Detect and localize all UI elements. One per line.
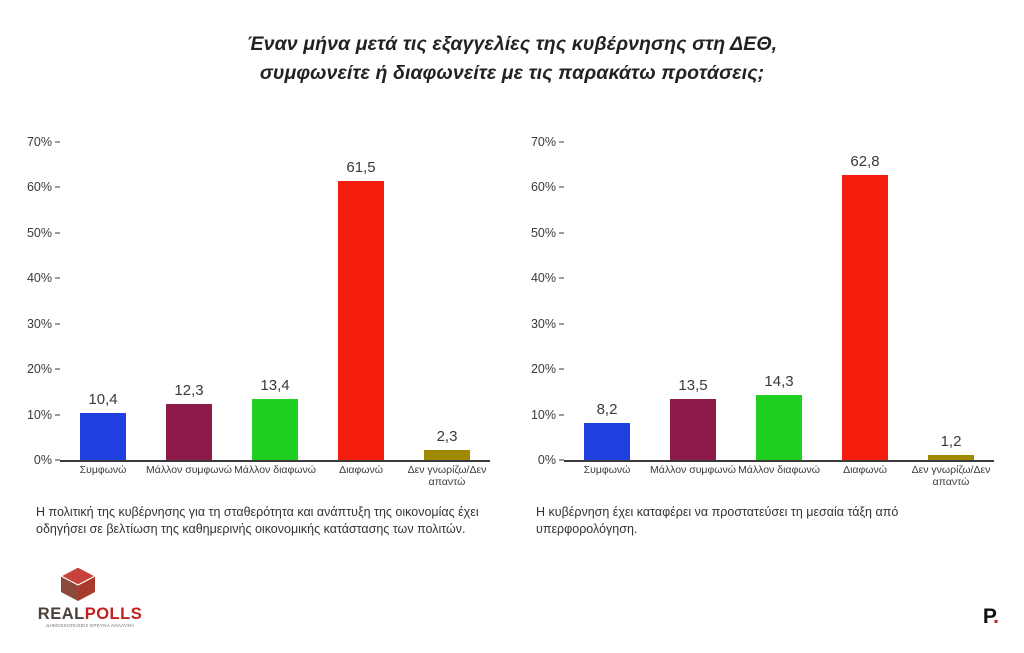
chart-panel-right [512, 128, 1004, 548]
bar-group [60, 142, 146, 460]
bar [424, 450, 470, 460]
category-labels-left [60, 464, 490, 504]
category-label: Μάλλον συμφωνώ [146, 464, 232, 476]
bar-group [564, 142, 650, 460]
y-tick-label: 30% [530, 316, 556, 331]
y-tick-label: 50% [530, 225, 556, 240]
y-tick-label: 10% [26, 407, 52, 422]
corner-logo-letter: P [982, 605, 994, 628]
bar-value-label: 61,5 [346, 158, 376, 176]
realpolls-tagline: ΔΗΜΟΣΚΟΠΗΣΕΙΣ ΕΡΕΥΝΑ ΑΝΑΛΥΣΗ [46, 623, 134, 628]
corner-logo-dot: . [993, 605, 998, 628]
category-label: Δεν γνωρίζω/Δεν απαντώ [911, 464, 991, 488]
category-label: Διαφωνώ [843, 464, 887, 476]
corner-logo [983, 605, 998, 629]
bar [338, 181, 384, 460]
bar-value-label: 1,2 [940, 432, 962, 450]
category-labels-right [564, 464, 994, 504]
bar-group [650, 142, 736, 460]
category-label: Μάλλον διαφωνώ [738, 464, 820, 476]
chart-panel-left [8, 128, 500, 548]
category-label: Μάλλον διαφωνώ [234, 464, 316, 476]
y-tick-label: 70% [26, 135, 52, 149]
realpolls-wordmark [30, 605, 150, 624]
category-label: Συμφωνώ [583, 464, 631, 476]
category-label: Δεν γνωρίζω/Δεν απαντώ [407, 464, 487, 488]
page-title [0, 30, 1024, 88]
bar [842, 175, 888, 460]
y-tick-label: 60% [530, 180, 556, 195]
title-line-2: συμφωνείτε ή διαφωνείτε με τις παρακάτω προτάσεις; [259, 62, 765, 84]
bar [80, 413, 126, 460]
title-line-1: Έναν μήνα μετά τις εξαγγελίες της κυβέρνησης στη ΔΕΘ, [246, 33, 778, 55]
bar-value-label: 13,5 [678, 376, 708, 394]
y-axis-left [8, 128, 58, 476]
bar-group [736, 142, 822, 460]
cube-icon [58, 565, 98, 603]
x-axis-line-left [60, 460, 490, 462]
bar-group [146, 142, 232, 460]
bar-value-label: 10,4 [88, 390, 118, 408]
bar-group [232, 142, 318, 460]
logo-polls-text: POLLS [84, 605, 143, 623]
y-tick-label: 0% [33, 453, 52, 467]
y-tick-label: 40% [530, 271, 556, 286]
bars-left [60, 142, 490, 460]
bar [756, 395, 802, 460]
bar-value-label: 12,3 [174, 382, 204, 400]
logo-real-text: REAL [37, 605, 85, 623]
y-tick-label: 60% [26, 180, 52, 195]
y-tick-label: 10% [530, 407, 556, 422]
category-label: Μάλλον συμφωνώ [650, 464, 736, 476]
bar-group [908, 142, 994, 460]
y-tick-label: 20% [530, 362, 556, 377]
chart-caption-right: Η κυβέρνηση έχει καταφέρει να προστατεύσει τη μεσαία τάξη από υπερφορολόγηση. [536, 505, 899, 536]
y-tick-label: 40% [26, 271, 52, 286]
bar-value-label: 13,4 [260, 377, 290, 395]
bar-group [404, 142, 490, 460]
charts-row [0, 128, 1024, 548]
category-label: Συμφωνώ [79, 464, 127, 476]
bars-right [564, 142, 994, 460]
category-label: Διαφωνώ [339, 464, 383, 476]
bar-value-label: 14,3 [764, 373, 794, 391]
bar-value-label: 8,2 [596, 400, 618, 418]
y-tick-label: 30% [26, 316, 52, 331]
y-tick-label: 70% [530, 135, 556, 149]
y-tick-label: 50% [26, 225, 52, 240]
bar [670, 399, 716, 460]
y-tick-label: 20% [26, 362, 52, 377]
bar [928, 455, 974, 460]
bar-value-label: 62,8 [850, 152, 880, 170]
bar-group [822, 142, 908, 460]
bar-group [318, 142, 404, 460]
chart-caption-left: Η πολιτική της κυβέρνησης για τη σταθερότητα και ανάπτυξη της οικονομίας έχει οδηγήσει σε βελτίωση της καθημερινής οικονομικής κατάστασης των πολιτών. [36, 505, 479, 536]
bar [166, 404, 212, 460]
realpolls-logo [30, 565, 150, 635]
bar [584, 423, 630, 460]
bar-value-label: 2,3 [436, 427, 458, 445]
bar [252, 399, 298, 460]
x-axis-line-right [564, 460, 994, 462]
y-tick-label: 0% [537, 453, 556, 467]
y-axis-right [512, 128, 562, 476]
